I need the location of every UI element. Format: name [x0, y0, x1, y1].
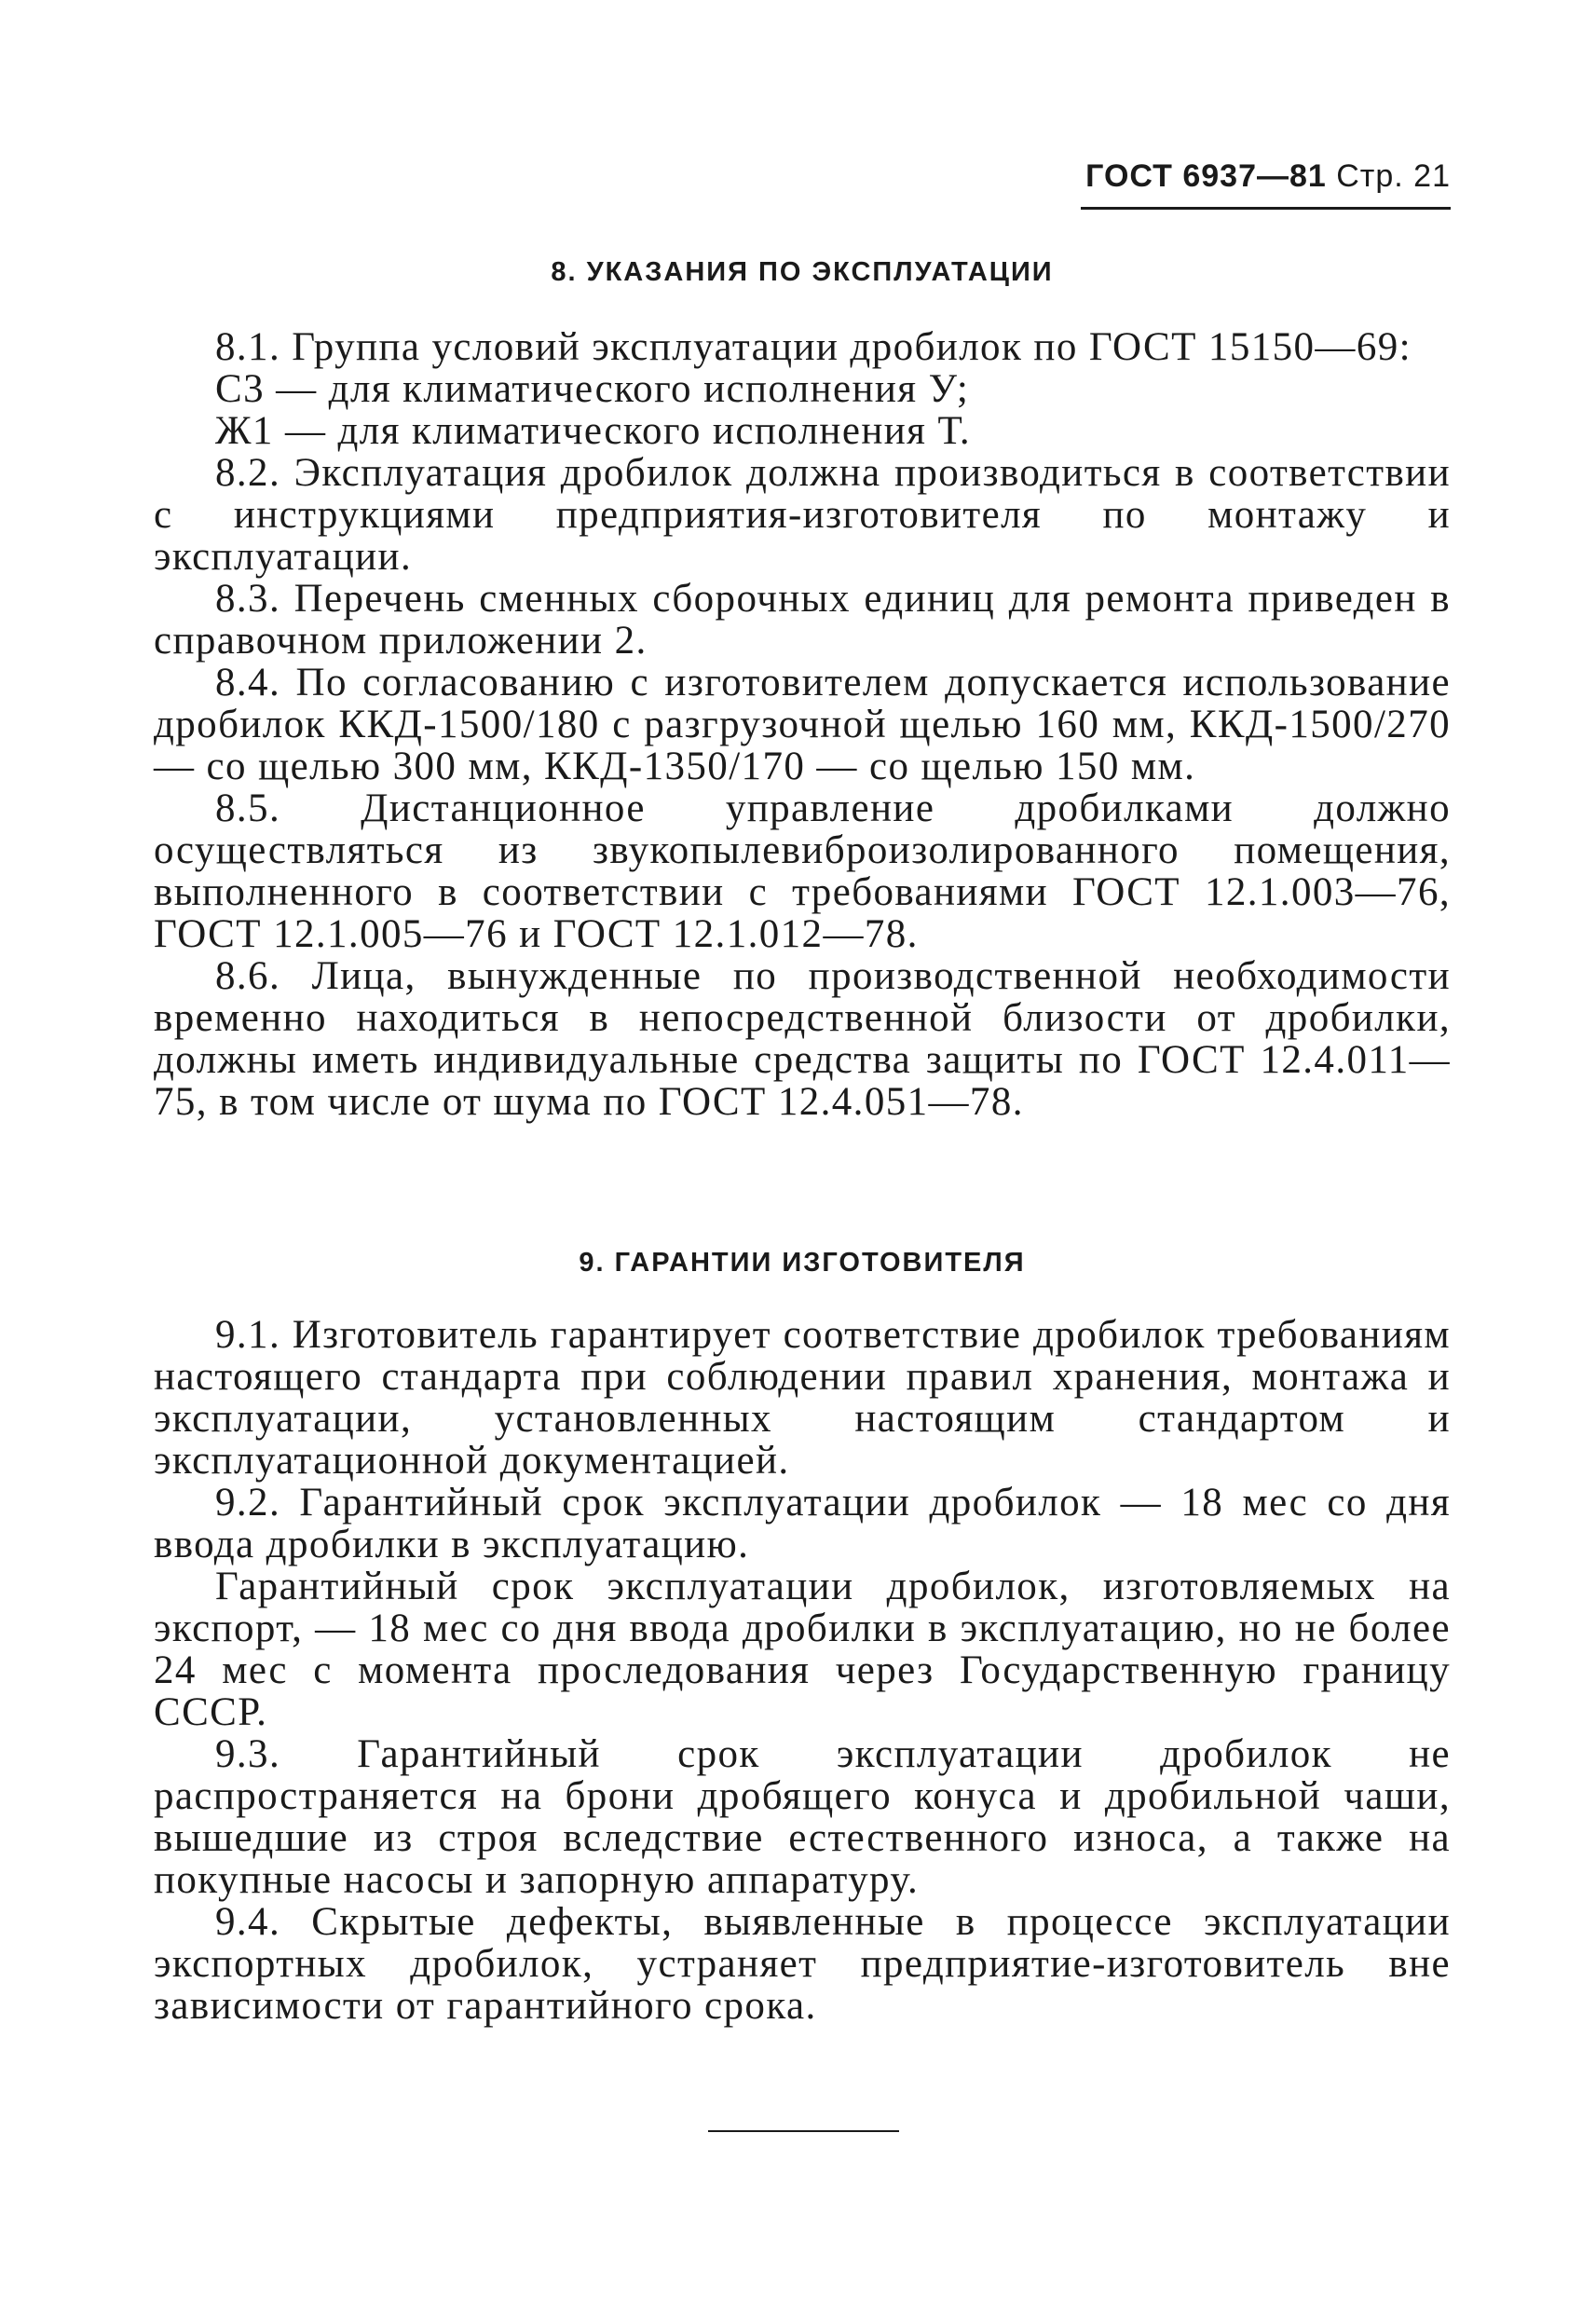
page-number: Стр. 21	[1336, 158, 1451, 194]
paragraph-8-1: 8.1. Группа условий эксплуатации дробилок по ГОСТ 15150—69:	[215, 325, 1412, 369]
section-8-body	[154, 326, 1451, 1123]
paragraph-8-1-c3: С3 — для климатического исполнения У;	[215, 367, 970, 411]
paragraph-8-1-zh1: Ж1 — для климатического исполнения Т.	[215, 409, 971, 453]
paragraph-9-3: 9.3. Гарантийный срок эксплуатации дробилок не распространяется на брони дробящего конуса и дробильной чаши, вышедшие из строя вследствие естественного износа, а также на покупные насосы и запорную аппаратуру.	[154, 1732, 1451, 1902]
standard-number: ГОСТ 6937—81	[1085, 158, 1327, 194]
section-9-title: 9. ГАРАНТИИ ИЗГОТОВИТЕЛЯ	[579, 1248, 1026, 1278]
paragraph-9-2: 9.2. Гарантийный срок эксплуатации дробилок — 18 мес со дня ввода дробилки в эксплуатацию.	[154, 1481, 1451, 1566]
paragraph-8-2: 8.2. Эксплуатация дробилок должна производиться в соответствии с инструкциями предприятия-изготовителя по монтажу и эксплуатации.	[154, 451, 1451, 579]
section-8-title: 8. УКАЗАНИЯ ПО ЭКСПЛУАТАЦИИ	[551, 257, 1054, 287]
section-9-body	[154, 1314, 1451, 2027]
paragraph-8-5: 8.5. Дистанционное управление дробилками должно осуществляться из звукопылевиброизолированного помещения, выполненного в соответствии с требованиями ГОСТ 12.1.003—76, ГОСТ 12.1.005—76 и ГОСТ 12.1.012—78.	[154, 786, 1451, 956]
end-rule	[708, 2130, 899, 2132]
paragraph-9-4: 9.4. Скрытые дефекты, выявленные в процессе эксплуатации экспортных дробилок, устраняет предприятие-изготовитель вне зависимости от гарантийного срока.	[154, 1900, 1451, 2028]
paragraph-9-1: 9.1. Изготовитель гарантирует соответствие дробилок требованиям настоящего стандарта при соблюдении правил хранения, монтажа и эксплуатации, установленных настоящим стандартом и эксплуатационной документацией.	[154, 1313, 1451, 1483]
running-head	[1085, 158, 1451, 195]
paragraph-8-4: 8.4. По согласованию с изготовителем допускается использование дробилок ККД-1500/180 с разгрузочной щелью 160 мм, ККД-1500/270 — со щелью 300 мм, ККД-1350/170 — со щелью 150 мм.	[154, 661, 1451, 788]
paragraph-8-3: 8.3. Перечень сменных сборочных единиц для ремонта приведен в справочном приложении 2.	[154, 577, 1451, 663]
paragraph-8-6: 8.6. Лица, вынужденные по производственной необходимости временно находиться в непосредственной близости от дробилки, должны иметь индивидуальные средства защиты по ГОСТ 12.4.011—75, в том числе от шума по ГОСТ 12.4.051—78.	[154, 954, 1451, 1124]
header-rule	[1081, 207, 1451, 210]
paragraph-9-2-export: Гарантийный срок эксплуатации дробилок, изготовляемых на экспорт, — 18 мес со дня ввода дробилки в эксплуатацию, но не более 24 мес с момента проследования через Государственную границу СССР.	[154, 1565, 1451, 1734]
